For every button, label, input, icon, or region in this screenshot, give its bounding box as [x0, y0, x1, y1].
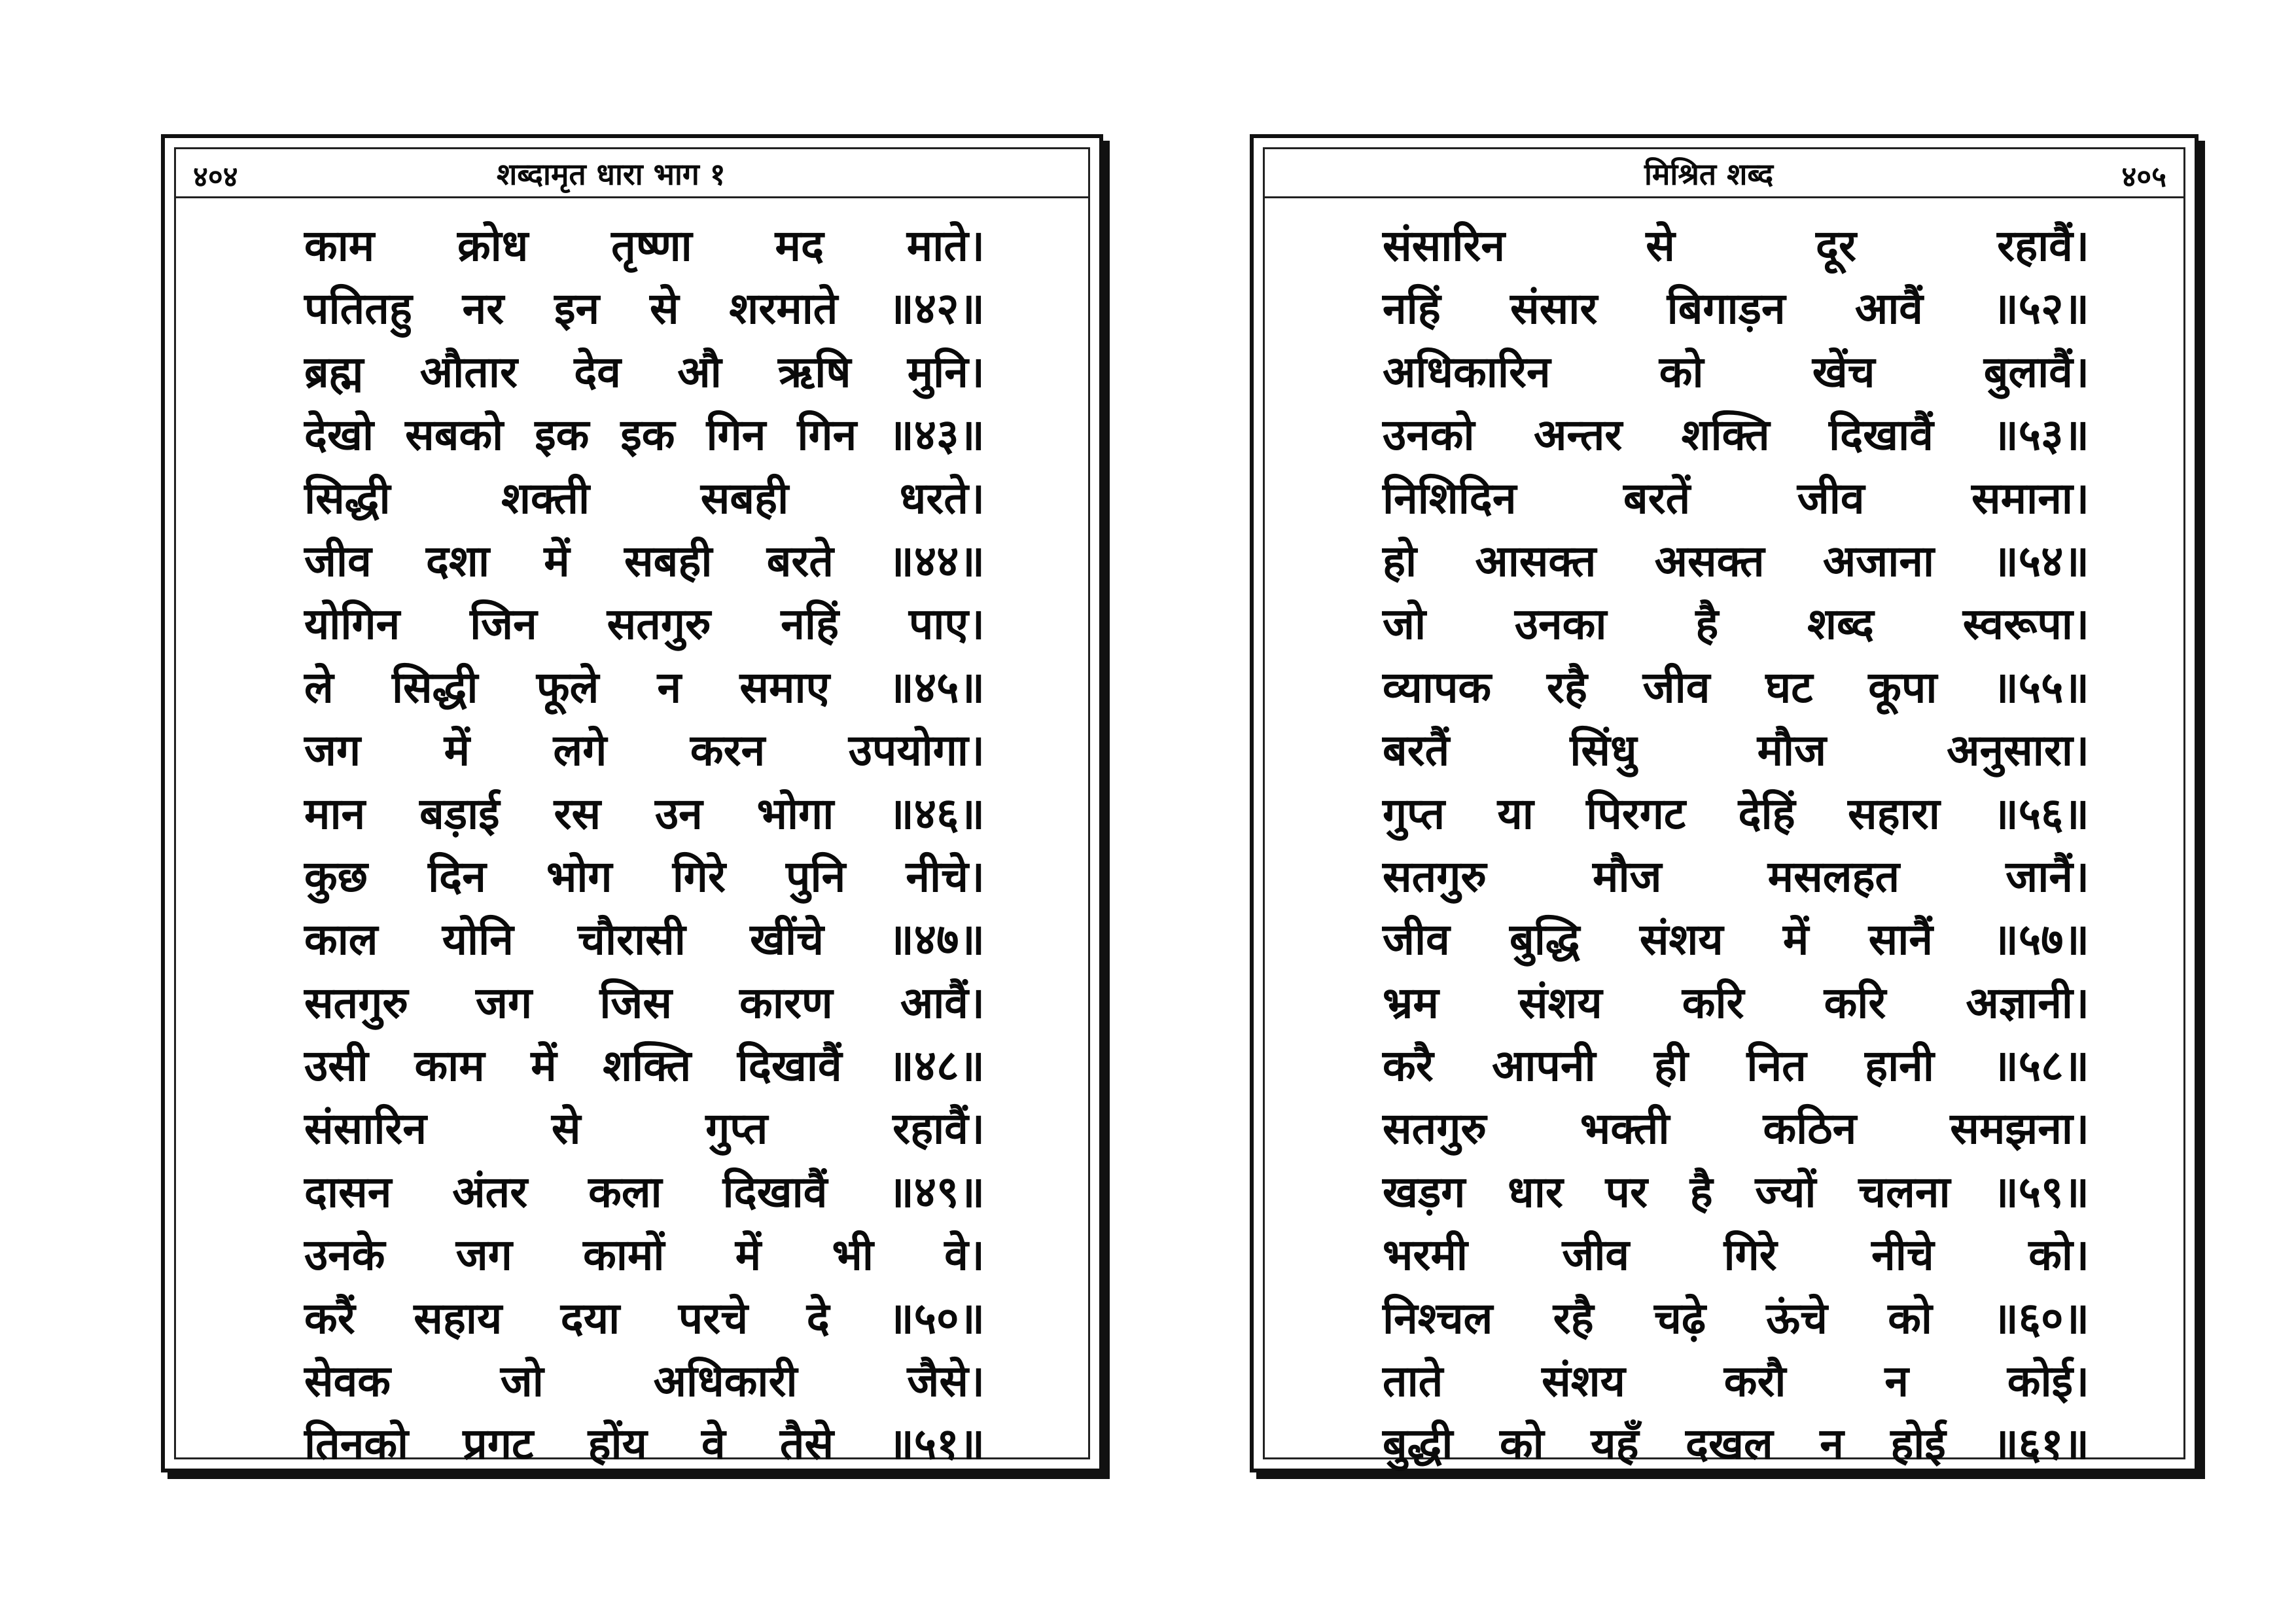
left-page — [161, 134, 1103, 1472]
running-title: मिश्रित शब्द — [1644, 156, 1774, 192]
left-page-header — [176, 149, 1088, 198]
verse-line: ताते संशय करौ न कोई। — [1383, 1356, 2089, 1407]
verse-line: तिनको प्रगट होंय वे तैसे ॥५१॥ — [304, 1419, 985, 1470]
verse-line: व्यापक रहै जीव घट कूपा ॥५५॥ — [1383, 662, 2089, 713]
page-number: ४०४ — [193, 160, 238, 194]
verse-line: नहिं संसार बिगाड़न आवैं ॥५२॥ — [1383, 283, 2089, 334]
verse-line: खड़ग धार पर है ज्यों चलना ॥५९॥ — [1383, 1166, 2089, 1217]
right-page — [1250, 134, 2199, 1472]
verse-line: सतगुरु मौज मसलहत जानैं। — [1383, 851, 2089, 902]
verse-line: जीव दशा में सबही बरते ॥४४॥ — [304, 535, 985, 586]
verse-line: निशिदिन बरतें जीव समाना। — [1383, 473, 2089, 524]
verse-line: जो उनका है शब्द स्वरूपा। — [1383, 599, 2089, 650]
verse-line: ले सिद्धी फूले न समाए ॥४५॥ — [304, 662, 985, 713]
verse-line: अधिकारिन को खेंच बुलावैं। — [1383, 346, 2089, 397]
page-number: ४०५ — [2121, 160, 2166, 194]
verse-line: भरमी जीव गिरे नीचे को। — [1383, 1230, 2089, 1281]
verse-line: उनको अन्तर शक्ति दिखावैं ॥५३॥ — [1383, 410, 2089, 461]
verse-line: संसारिन से गुप्त रहावैं। — [304, 1103, 985, 1154]
verse-line: दासन अंतर कला दिखावैं ॥४९॥ — [304, 1166, 985, 1217]
verse-line: बरतैं सिंधु मौज अनुसारा। — [1383, 725, 2089, 776]
verse-line: सिद्धी शक्ती सबही धरते। — [304, 473, 985, 524]
verse-line: निश्चल रहै चढ़े ऊंचे को ॥६०॥ — [1383, 1293, 2089, 1344]
verse-line: काल योनि चौरासी खींचे ॥४७॥ — [304, 914, 985, 965]
right-page-inner-frame — [1263, 147, 2185, 1470]
verse-list — [304, 215, 985, 1476]
verse-line: करै आपनी ही नित हानी ॥५८॥ — [1383, 1041, 2089, 1092]
verse-line: सेवक जो अधिकारी जैसे। — [304, 1356, 985, 1407]
verse-line: उनके जग कामों में भी वे। — [304, 1230, 985, 1281]
verse-line: योगिन जिन सतगुरु नहिं पाए। — [304, 599, 985, 650]
verse-line: गुप्त या पिरगट देहिं सहारा ॥५६॥ — [1383, 788, 2089, 839]
verse-line: उसी काम में शक्ति दिखावैं ॥४८॥ — [304, 1041, 985, 1092]
verse-line: मान बड़ाई रस उन भोगा ॥४६॥ — [304, 788, 985, 839]
running-title: शब्दामृत धारा भाग १ — [497, 156, 726, 192]
verse-line: सतगुरु भक्ती कठिन समझना। — [1383, 1103, 2089, 1154]
left-page-inner-frame — [174, 147, 1090, 1470]
right-page-header — [1265, 149, 2183, 198]
verse-line: काम क्रोध तृष्णा मद माते। — [304, 221, 985, 271]
verse-line: कुछ दिन भोग गिरे पुनि नीचे। — [304, 851, 985, 902]
verse-line: जग में लगे करन उपयोगा। — [304, 725, 985, 776]
verse-line: संसारिन से दूर रहावैं। — [1383, 221, 2089, 271]
verse-line: सतगुरु जग जिस कारण आवैं। — [304, 977, 985, 1028]
verse-line: देखो सबको इक इक गिन गिन ॥४३॥ — [304, 410, 985, 461]
verse-list — [1383, 215, 2089, 1476]
verse-line: करैं सहाय दया परचे दे ॥५०॥ — [304, 1293, 985, 1344]
verse-line: बुद्धी को यहँ दखल न होई ॥६१॥ — [1383, 1419, 2089, 1470]
verse-line: जीव बुद्धि संशय में सानैं ॥५७॥ — [1383, 914, 2089, 965]
verse-line: भ्रम संशय करि करि अज्ञानी। — [1383, 977, 2089, 1028]
verse-line: पतितहु नर इन से शरमाते ॥४२॥ — [304, 283, 985, 334]
verse-line: ब्रह्म औतार देव औ ऋषि मुनि। — [304, 346, 985, 397]
verse-line: हो आसक्त असक्त अजाना ॥५४॥ — [1383, 535, 2089, 586]
